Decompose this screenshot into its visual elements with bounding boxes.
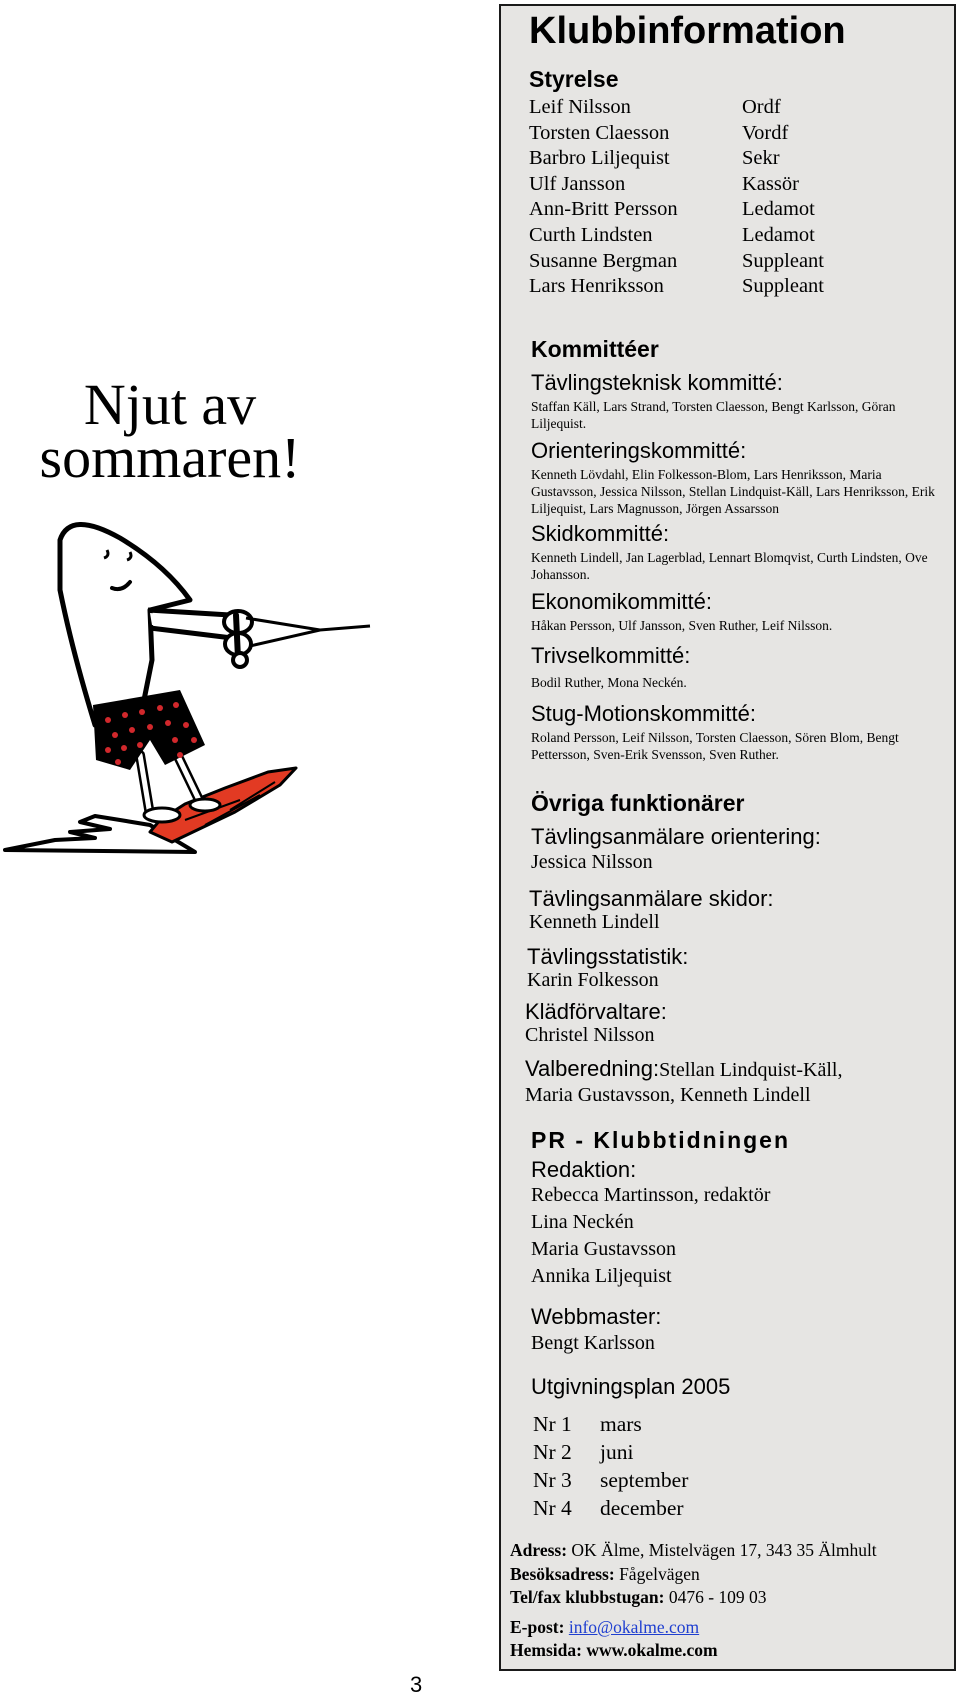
styrelse-heading: Styrelse — [529, 66, 619, 92]
tel-line: Tel/fax klubbstugan: 0476 - 109 03 — [510, 1587, 767, 1607]
committee-title: Stug-Motionskommitté: — [531, 701, 756, 726]
redaktion-member: Maria Gustavsson — [531, 1238, 676, 1260]
besoksadress-line: Besöksadress: Fågelvägen — [510, 1563, 700, 1584]
kommitteer-heading: Kommittéer — [531, 336, 659, 362]
issue-row: Nr 3 september — [533, 1468, 689, 1492]
hemsida-line: Hemsida: www.okalme.com — [510, 1640, 718, 1660]
function-title: Tävlingsanmälare skidor: — [529, 886, 774, 911]
redaktion-member: Rebecca Martinsson, redaktör — [531, 1184, 771, 1206]
utgivningsplan-title: Utgivningsplan 2005 — [531, 1374, 731, 1399]
webbmaster-title: Webbmaster: — [531, 1304, 662, 1329]
board-member: Curth Lindsten Ledamot — [529, 223, 815, 246]
committee-members: Håkan Persson, Ulf Jansson, Sven Ruther, Leif Nilsson. — [531, 618, 833, 633]
waterskier-illustration — [0, 520, 380, 860]
slogan-line-2: sommaren! — [39, 425, 301, 490]
pr-heading: PR - Klubbtidningen — [531, 1127, 791, 1153]
committee-members: Bodil Ruther, Mona Neckén. — [531, 675, 687, 690]
committee-title: Ekonomikommitté: — [531, 589, 712, 614]
contact-block — [510, 1539, 877, 1663]
panel-title: Klubbinformation — [529, 10, 846, 52]
email-link[interactable]: info@okalme.com — [568, 1616, 700, 1637]
function-name: Christel Nilsson — [525, 1024, 655, 1046]
issue-row: Nr 2 juni — [533, 1440, 634, 1464]
valberedning-title: Valberedning: — [525, 1056, 660, 1081]
redaktion-title: Redaktion: — [531, 1157, 637, 1182]
styrelse-list — [529, 96, 824, 301]
committee-title: Orienteringskommitté: — [531, 438, 747, 463]
board-member: Ulf Jansson Kassör — [529, 172, 799, 195]
committee-members: Kenneth Lövdahl, Elin Folkesson-Blom, Lars Henriksson, Maria Gustavsson, Jessica Nilsson, Stellan Lindquist-Käll, Lars Henriksson, Erik Liljequist, Lars Magnusson, Jörgen Assarsson — [531, 467, 935, 516]
committee-members: Roland Persson, Leif Nilsson, Torsten Claesson, Sören Blom, Bengt Pettersson, Sven-Erik Svensson, Sven Ruther. — [531, 730, 899, 762]
klubbinformation-panel — [499, 4, 956, 1671]
issue-row: Nr 1 mars — [533, 1412, 642, 1436]
epost-line: E-post: info@okalme.com — [510, 1616, 700, 1637]
valberedning-line-1: Stellan Lindquist-Käll, — [659, 1059, 843, 1081]
redaktion-member: Lina Neckén — [531, 1211, 634, 1233]
webbmaster-name: Bengt Karlsson — [531, 1332, 655, 1354]
committee-members: Staffan Käll, Lars Strand, Torsten Claesson, Bengt Karlsson, Göran Liljequist. — [531, 399, 896, 431]
utgivningsplan-list — [533, 1412, 688, 1524]
issue-row: Nr 4 december — [533, 1496, 684, 1520]
slogan — [20, 372, 320, 490]
board-member: Barbro Liljequist Sekr — [529, 147, 780, 170]
board-member: Torsten Claesson Vordf — [529, 121, 789, 144]
committee-title: Skidkommitté: — [531, 521, 670, 546]
valberedning — [525, 1056, 842, 1082]
function-name: Kenneth Lindell — [529, 911, 660, 933]
function-name: Jessica Nilsson — [531, 851, 653, 873]
valberedning-line-2: Maria Gustavsson, Kenneth Lindell — [525, 1084, 811, 1106]
redaktion-member: Annika Liljequist — [531, 1265, 672, 1287]
page-number: 3 — [410, 1672, 423, 1697]
website-text: www.okalme.com — [586, 1640, 718, 1660]
function-title: Tävlingsstatistik: — [527, 944, 689, 969]
board-member: Lars Henriksson Suppleant — [529, 275, 824, 298]
board-member: Leif Nilsson Ordf — [529, 96, 781, 118]
function-title: Tävlingsanmälare orientering: — [531, 824, 821, 849]
function-title: Klädförvaltare: — [525, 999, 667, 1024]
slogan-line-1: Njut av — [83, 372, 257, 437]
committee-members: Kenneth Lindell, Jan Lagerblad, Lennart Blomqvist, Curth Lindsten, Ove Johansson. — [531, 550, 928, 582]
committee-title: Tävlingsteknisk kommitté: — [531, 370, 783, 395]
function-name: Karin Folkesson — [527, 969, 659, 991]
board-member: Susanne Bergman Suppleant — [529, 249, 824, 272]
ovriga-heading: Övriga funktionärer — [531, 790, 745, 816]
adress-line: Adress: OK Älme, Mistelvägen 17, 343 35 Älmhult — [510, 1540, 877, 1560]
board-member: Ann-Britt Persson Ledamot — [529, 198, 815, 221]
committee-title: Trivselkommitté: — [531, 643, 691, 668]
